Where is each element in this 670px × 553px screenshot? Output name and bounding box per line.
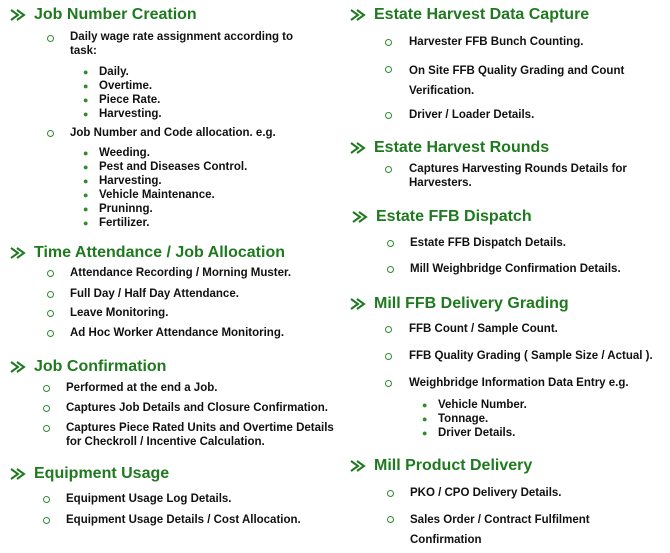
dot-bullet-icon: ● (83, 176, 89, 186)
list-item: Captures Piece Rated Units and Overtime Details for Checkroll / Incentive Calculation. (66, 422, 334, 448)
dot-bullet-icon: ● (83, 190, 89, 200)
sub-item: Pruninng. (99, 203, 153, 215)
list-item: PKO / CPO Delivery Details. (410, 487, 562, 499)
dot-bullet-icon: ● (422, 400, 428, 410)
sub-item: Weeding. (99, 147, 150, 159)
circle-bullet-icon (385, 66, 392, 73)
heading-label: Job Number Creation (34, 6, 197, 23)
heading-label: Estate Harvest Data Capture (374, 6, 590, 23)
arrow-bullet-icon (350, 297, 366, 311)
list-item: Driver / Loader Details. (409, 109, 535, 121)
dot-bullet-icon: ● (83, 67, 89, 77)
list-item: Attendance Recording / Morning Muster. (70, 267, 292, 279)
arrow-bullet-icon (10, 467, 26, 481)
list-item: FFB Count / Sample Count. (409, 323, 558, 335)
list-item: Equipment Usage Log Details. (66, 493, 232, 505)
arrow-bullet-icon (352, 210, 368, 224)
arrow-bullet-icon (350, 459, 366, 473)
list-item: Harvester FFB Bunch Counting. (409, 36, 584, 48)
list-item: Weighbridge Information Data Entry e.g. (409, 377, 629, 389)
list-item: Sales Order / Contract Fulfilment Confirmation (410, 514, 590, 546)
sub-item: Fertilizer. (99, 217, 150, 229)
circle-bullet-icon (385, 326, 392, 333)
sub-item: Driver Details. (438, 427, 516, 439)
heading-label: Estate Harvest Rounds (374, 139, 550, 156)
circle-bullet-icon (43, 385, 50, 392)
sub-item: Harvesting. (99, 175, 162, 187)
list-item: Performed at the end a Job. (66, 382, 218, 394)
circle-bullet-icon (385, 39, 392, 46)
heading-job-confirmation (10, 358, 166, 376)
circle-bullet-icon (43, 425, 50, 432)
arrow-bullet-icon (10, 360, 26, 374)
sub-item: Vehicle Number. (438, 399, 527, 411)
circle-bullet-icon (47, 310, 54, 317)
circle-bullet-icon (387, 266, 394, 273)
sub-item: Vehicle Maintenance. (99, 189, 215, 201)
list-item: Captures Harvesting Rounds Details for Harvesters. (409, 163, 627, 189)
heading-mill-product-delivery (350, 457, 532, 475)
circle-bullet-icon (387, 516, 394, 523)
arrow-bullet-icon (350, 8, 366, 22)
list-item: Full Day / Half Day Attendance. (70, 288, 239, 300)
heading-label: Mill FFB Delivery Grading (374, 295, 569, 312)
circle-bullet-icon (43, 517, 50, 524)
dot-bullet-icon: ● (83, 109, 89, 119)
heading-estate-harvest-rounds (350, 139, 549, 157)
dot-bullet-icon: ● (83, 81, 89, 91)
heading-equipment-usage (10, 465, 169, 483)
circle-bullet-icon (387, 240, 394, 247)
heading-label: Equipment Usage (34, 465, 170, 482)
heading-time-attendance (10, 244, 285, 262)
list-item: FFB Quality Grading ( Sample Size / Actual ). (409, 350, 653, 362)
circle-bullet-icon (47, 35, 54, 42)
dot-bullet-icon: ● (83, 95, 89, 105)
sub-item: Harvesting. (99, 108, 162, 120)
circle-bullet-icon (385, 112, 392, 119)
circle-bullet-icon (385, 380, 392, 387)
circle-bullet-icon (47, 330, 54, 337)
circle-bullet-icon (47, 130, 54, 137)
arrow-bullet-icon (10, 246, 26, 260)
list-item: Mill Weighbridge Confirmation Details. (410, 263, 621, 275)
sub-item: Overtime. (99, 80, 153, 92)
arrow-bullet-icon (10, 8, 26, 22)
dot-bullet-icon: ● (83, 218, 89, 228)
circle-bullet-icon (385, 353, 392, 360)
arrow-bullet-icon (350, 141, 366, 155)
sub-item: Pest and Diseases Control. (99, 161, 248, 173)
list-item: Equipment Usage Details / Cost Allocation. (66, 514, 301, 526)
sub-item: Daily. (99, 66, 129, 78)
heading-label: Mill Product Delivery (374, 457, 533, 474)
circle-bullet-icon (47, 270, 54, 277)
dot-bullet-icon: ● (83, 204, 89, 214)
heading-label: Estate FFB Dispatch (376, 208, 532, 225)
dot-bullet-icon: ● (422, 414, 428, 424)
heading-mill-ffb-grading (350, 295, 569, 313)
heading-label: Job Confirmation (34, 358, 167, 375)
dot-bullet-icon: ● (83, 148, 89, 158)
list-item: Estate FFB Dispatch Details. (410, 237, 566, 249)
circle-bullet-icon (47, 291, 54, 298)
sub-item: Piece Rate. (99, 94, 161, 106)
dot-bullet-icon: ● (422, 428, 428, 438)
heading-label: Time Attendance / Job Allocation (34, 244, 285, 261)
list-item: On Site FFB Quality Grading and Count Verification. (409, 65, 625, 97)
list-item: Captures Job Details and Closure Confirmation. (66, 402, 328, 414)
heading-job-number-creation (10, 6, 197, 24)
circle-bullet-icon (43, 405, 50, 412)
list-item: Job Number and Code allocation. e.g. (70, 127, 276, 139)
list-item: Leave Monitoring. (70, 307, 169, 319)
heading-estate-harvest-data (350, 6, 589, 24)
circle-bullet-icon (43, 496, 50, 503)
list-item: Daily wage rate assignment according to task: (70, 31, 294, 57)
list-item: Ad Hoc Worker Attendance Monitoring. (70, 327, 285, 339)
dot-bullet-icon: ● (83, 162, 89, 172)
circle-bullet-icon (387, 490, 394, 497)
sub-item: Tonnage. (438, 413, 489, 425)
heading-estate-ffb-dispatch (352, 208, 532, 226)
circle-bullet-icon (385, 166, 392, 173)
